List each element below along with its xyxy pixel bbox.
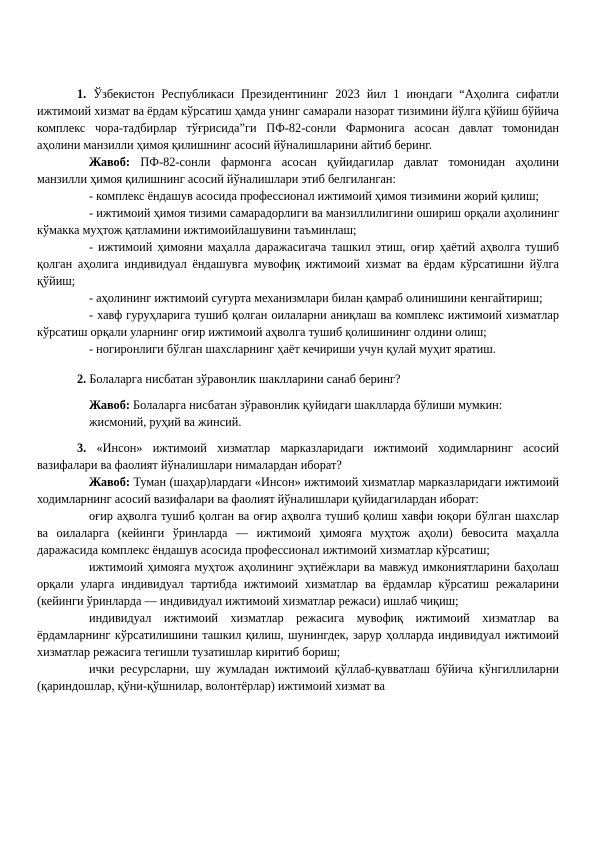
answer-3-text: Туман (шаҳар)лардаги «Инсон» ижтимоий хизматлар марказларидаги ижтимоий ходимларнинг асосий вазифалари ва фаолият йўналишлари қуйидагилардан иборат: (37, 475, 560, 506)
answer-2-text: Болаларга нисбатан зўравонлик қуйидаги шаклларда бўлиши мумкин: жисмоний, руҳий ва жинсий. (89, 398, 503, 429)
question-1-text: Ўзбекистон Республикаси Президентининг 2023 йил 1 июндаги “Аҳолига сифатли ижтимоий хизмат ва ёрдам кўрсатиш ҳамда унинг самарали назорат тизимини йўлга қўйиш бўйича комплекс чора-тадбирлар тўғрисида”ги ПФ-82-сонли Фармонига асосан давлат томонидан аҳолини манзилли ҳимоя қилишнинг асосий йўналишларини айтиб беринг. (37, 87, 559, 152)
question-2 (37, 371, 559, 388)
answer-1-item-3: - ижтимоий ҳимояни маҳалла даражасигача ташкил этиш, оғир ҳаётий аҳволга тушиб қолган аҳолига индивидуал ёндашувга мувофиқ ижтимоий хизмат ва ёрдам кўрсатишни йўлга қўйиш; (37, 240, 559, 288)
answer-3-item-2: ижтимоий ҳимояга муҳтож аҳолининг эҳтиёжлари ва мавжуд имкониятларини баҳолаш орқали уларга индивидуал тартибда ижтимоий хизматлар ва ёрдамлар кўрсатиш режаларини (кейинги ўринларда — индивидуал ижтимоий хизматлар режаси) ишлаб чиқиш; (37, 560, 559, 608)
question-3-number: 3. (77, 441, 87, 455)
answer-3-item-3: индивидуал ижтимоий хизматлар режасига мувофиқ ижтимоий хизматлар ва ёрдамларнинг кўрсатилишини ташкил қилиш, шунингдек, зарур ҳолларда индивидуал ижтимоий хизматлар режасига тегишли тузатишлар киритиб бориш; (37, 611, 559, 659)
answer-1-item-6: - ногиронлиги бўлган шахсларнинг ҳаёт кечириши учун қулай муҳит яратиш. (89, 342, 496, 356)
answer-3 (37, 474, 559, 508)
answer-1 (37, 154, 559, 188)
question-3-text: «Инсон» ижтимоий хизматлар марказларидаги ижтимоий ходимларнинг асосий вазифалари ва фаолият йўналишлари нималардан иборат? (37, 441, 559, 472)
answer-1-item-1: - комплекс ёндашув асосида профессионал ижтимоий ҳимоя тизимини жорий қилиш; (89, 189, 539, 203)
question-1 (37, 86, 559, 154)
answer-1-text: ПФ-82-сонли фармонга асосан қуйидагилар давлат томонидан аҳолини манзилли ҳимоя қилишнинг асосий йўналишлари этиб белгиланган: (37, 155, 559, 186)
answer-1-label: Жавоб: (89, 155, 130, 169)
answer-1-item-5: - хавф гуруҳларига тушиб қолган оилаларни аниқлаш ва комплекс ижтимоий хизматлар кўрсатиш орқали уларнинг оғир ижтимоий аҳволга тушиб қолишининг олдини олиш; (37, 308, 559, 339)
answer-1-item-2: - ижтимоий ҳимоя тизими самарадорлиги ва манзиллилигини ошириш орқали аҳолининг кўмакка муҳтож қатламини ижтимоийлашувини таъминлаш; (37, 206, 559, 237)
question-3 (37, 440, 559, 474)
answer-2 (37, 397, 559, 431)
answer-1-item-4: - аҳолининг ижтимоий суғурта механизмлари билан қамраб олинишини кенгайтириш; (89, 291, 543, 305)
question-2-number: 2. (77, 372, 87, 386)
answer-2-label: Жавоб: (89, 398, 130, 412)
answer-3-item-1: оғир аҳволга тушиб қолган ва оғир аҳволга тушиб қолиш хавфи юқори бўлган шахслар ва оилаларга (кейинги ўринларда — ижтимоий ҳимояга муҳтож аҳоли) бевосита маҳалла даражасида комплекс ёндашув асосида профессионал ижтимоий хизматлар кўрсатиш; (37, 509, 559, 557)
answer-3-label: Жавоб: (89, 475, 130, 489)
question-1-number: 1. (77, 87, 87, 101)
answer-3-item-4: ички ресурсларни, шу жумладан ижтимоий қўллаб-қувватлаш бўйича кўнгиллиларни (қариндошлар, қўни-қўшнилар, волонтёрлар) ижтимоий хизмат ва (37, 662, 559, 693)
question-2-text: Болаларга нисбатан зўравонлик шаклларини санаб беринг? (89, 372, 401, 386)
